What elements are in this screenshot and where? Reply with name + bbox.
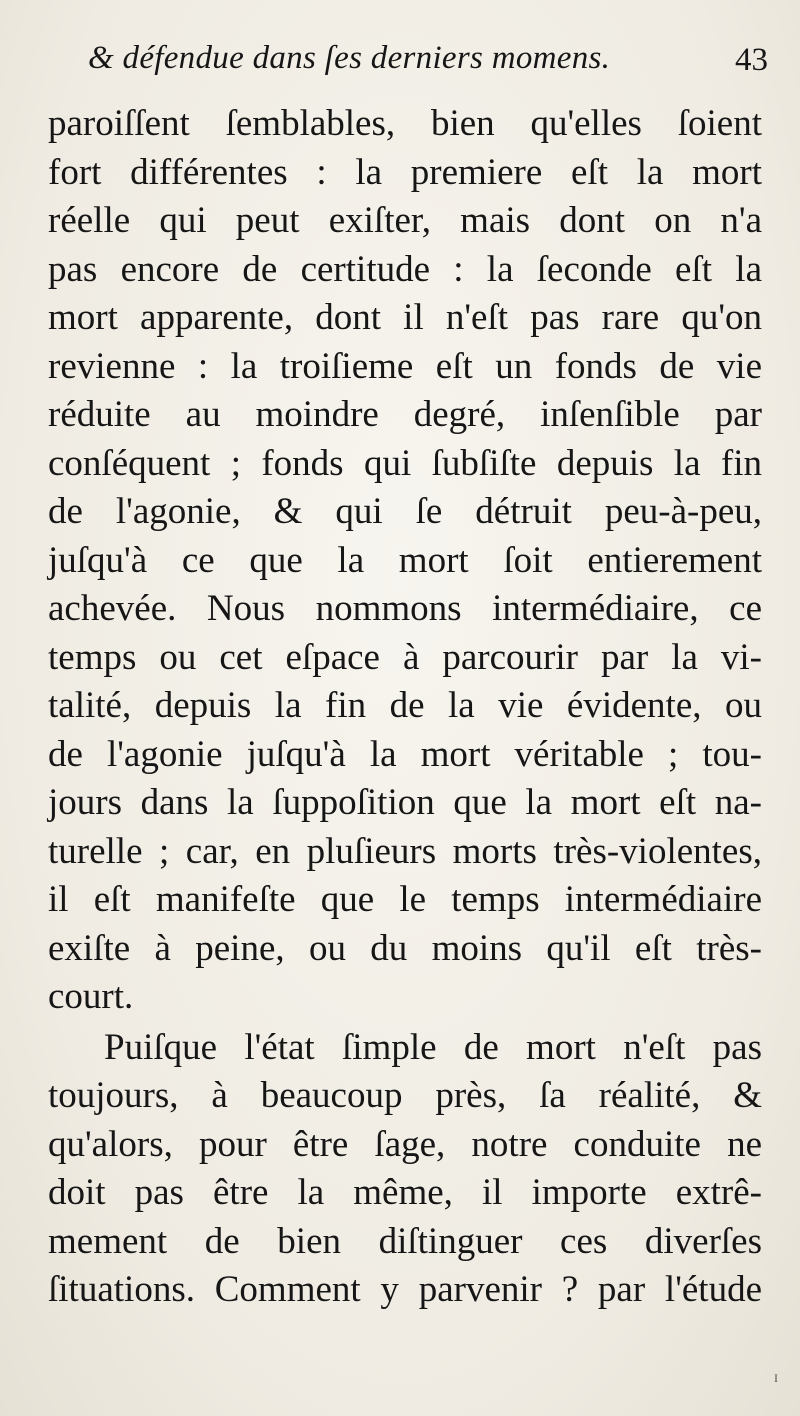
page-number: 43 <box>735 42 768 78</box>
text-line: jours dans la ſuppoſition que la mort eſt na- <box>48 782 762 823</box>
text-line: toujours, à beaucoup près, ſa réalité, & <box>48 1075 762 1116</box>
text-line: de l'agonie juſqu'à la mort véritable ; tou- <box>48 733 762 775</box>
footer-mark: I <box>774 1371 778 1385</box>
text-line: talité, depuis la fin de la vie évidente, ou <box>48 685 762 726</box>
text-line: mort apparente, dont il n'eſt pas rare qu'on <box>48 297 762 338</box>
text-line: pas encore de certitude : la ſeconde eſt la <box>48 248 762 290</box>
page-header <box>88 40 768 90</box>
text-line: ſituations. Comment y parvenir ? par l'étude <box>48 1269 762 1310</box>
text-line: doit pas être la même, il importe extrê- <box>48 1172 762 1213</box>
text-line: achevée. Nous nommons intermédiaire, ce <box>48 588 762 629</box>
text-line: réduite au moindre degré, inſenſible par <box>48 394 762 435</box>
text-line: juſqu'à ce que la mort ſoit entierement <box>48 539 762 581</box>
text-line: de l'agonie, & qui ſe détruit peu-à-peu, <box>48 491 762 532</box>
text-line: mement de bien diſtinguer ces diverſes <box>48 1220 762 1262</box>
text-line: réelle qui peut exiſter, mais dont on n'a <box>48 200 762 241</box>
text-line: qu'alors, pour être ſage, notre conduite ne <box>48 1123 762 1165</box>
text-line: revienne : la troiſieme eſt un fonds de vie <box>48 345 762 387</box>
text-line: il eſt manifeſte que le temps intermédiaire <box>48 879 762 920</box>
text-line: turelle ; car, en pluſieurs morts très-violentes, <box>48 830 762 872</box>
text-line: temps ou cet eſpace à parcourir par la vi- <box>48 636 762 678</box>
text-line: court. <box>48 976 134 1017</box>
body-text <box>48 100 762 1315</box>
text-line: conſéquent ; fonds qui ſubſiſte depuis la fin <box>48 442 762 484</box>
running-head: & défendue dans ſes derniers momens. <box>88 40 611 76</box>
text-line: fort différentes : la premiere eſt la mort <box>48 151 762 193</box>
text-line: paroiſſent ſemblables, bien qu'elles ſoient <box>48 103 762 144</box>
text-line: Puiſque l'état ſimple de mort n'eſt pas <box>104 1026 762 1068</box>
text-line: exiſte à peine, ou du moins qu'il eſt très- <box>48 927 762 969</box>
